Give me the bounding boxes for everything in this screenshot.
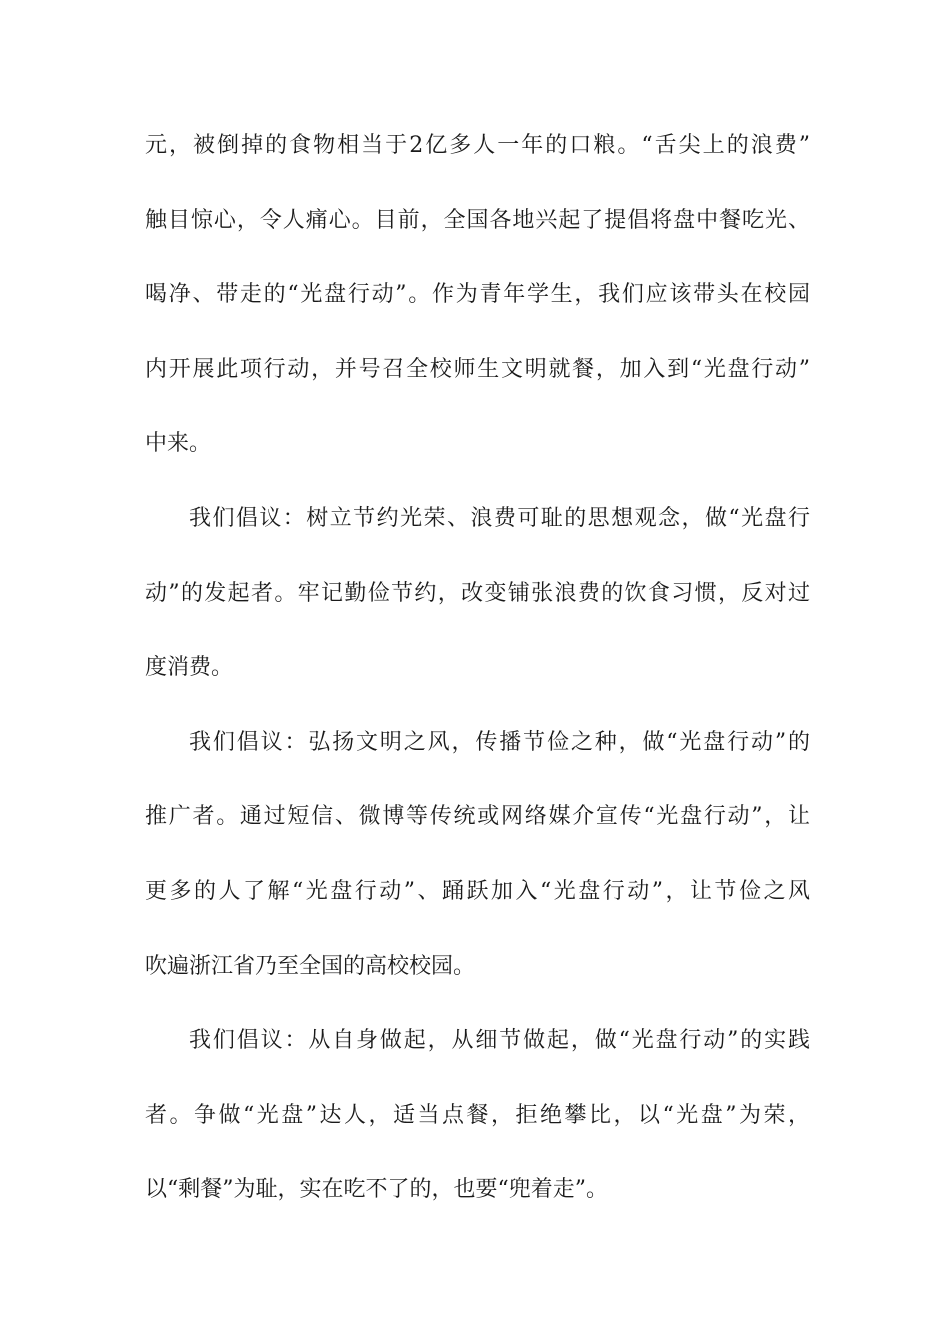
text-line: 以“剩餐”为耻，实在吃不了的，也要“兜着走”。	[145, 1177, 608, 1203]
text-line: 内开展此项行动，并号召全校师生文明就餐，加入到“光盘行动”	[145, 356, 810, 382]
text-line: 推广者。通过短信、微博等传统或网络媒介宣传“光盘行动”，让	[145, 804, 810, 830]
text-line: 喝净、带走的“光盘行动”。作为青年学生，我们应该带头在校园	[145, 282, 810, 308]
text-line: 更多的人了解“光盘行动”、踊跃加入“光盘行动”，让节俭之风	[145, 878, 810, 904]
text-line: 触目惊心，令人痛心。目前，全国各地兴起了提倡将盘中餐吃光、	[145, 207, 810, 233]
paragraph-start-line: 我们倡议：从自身做起，从细节做起，做“光盘行动”的实践	[189, 1028, 810, 1054]
paragraph-start-line: 我们倡议：弘扬文明之风，传播节俭之种，做“光盘行动”的	[189, 729, 810, 755]
body-text	[145, 126, 810, 1245]
text-line: 动”的发起者。牢记勤俭节约，改变铺张浪费的饮食习惯，反对过	[145, 580, 810, 606]
text-line: 元，被倒掉的食物相当于2亿多人一年的口粮。“舌尖上的浪费”	[145, 133, 810, 158]
paragraph-start-line: 我们倡议：树立节约光荣、浪费可耻的思想观念，做“光盘行	[189, 505, 810, 531]
text-line: 度消费。	[145, 655, 234, 681]
text-line: 者。争做“光盘”达人，适当点餐，拒绝攀比，以“光盘”为荣，	[145, 1102, 810, 1128]
text-line: 中来。	[145, 431, 212, 457]
text-line: 吹遍浙江省乃至全国的高校校园。	[145, 953, 476, 979]
